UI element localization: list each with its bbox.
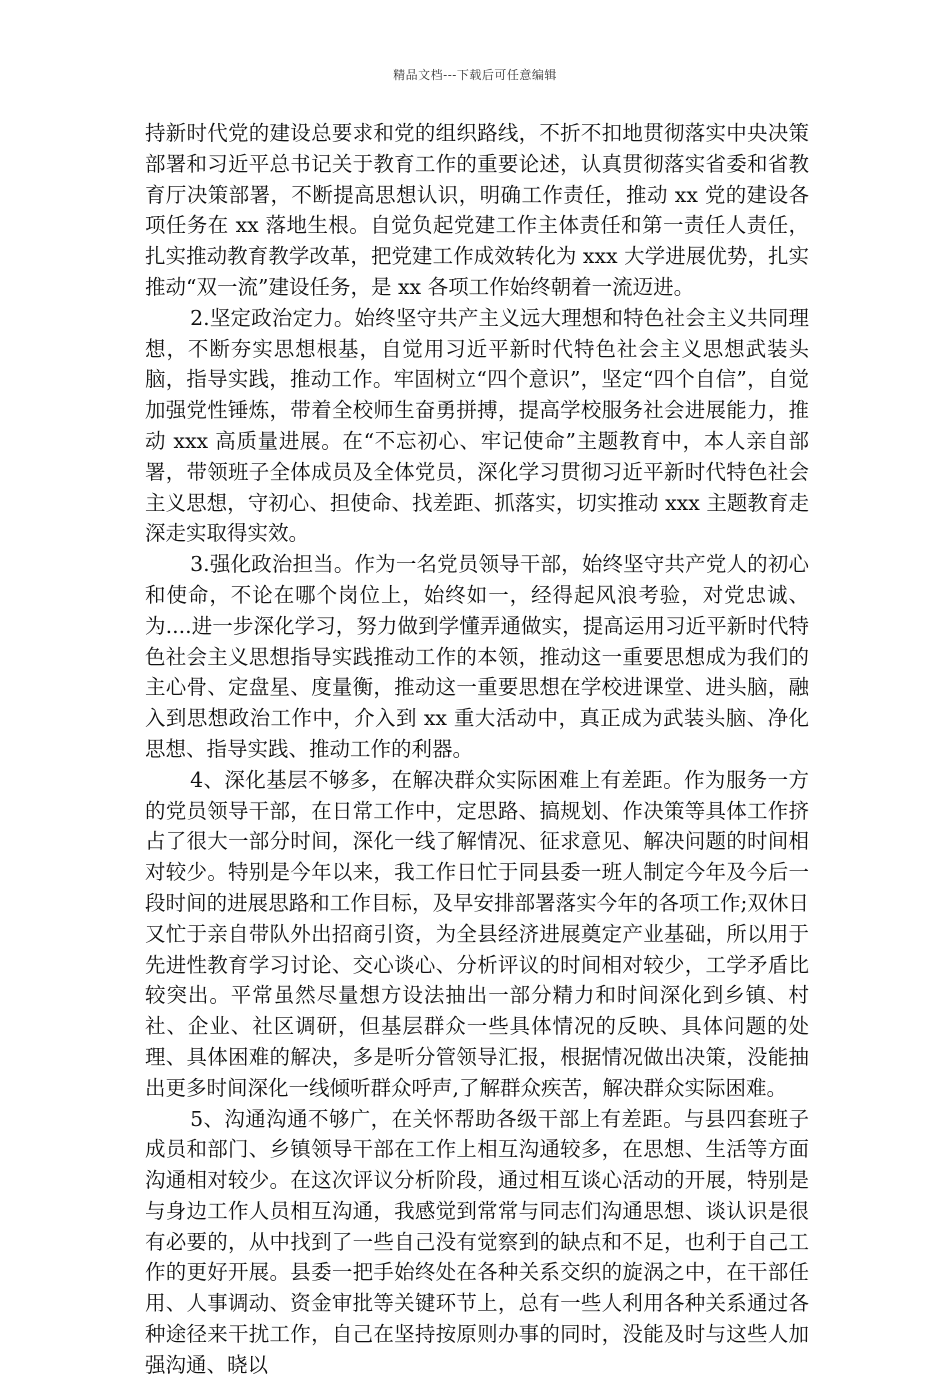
paragraph-3: 3.强化政治担当。作为一名党员领导干部，始终坚守共产党人的初心和使命，不论在哪个岗位上，始终如一，经得起风浪考验，对党忠诚、为....进一步深化学习，努力做到学懂弄通做实，提高运用习近平新时代特色社会主义思想指导实践推动工作的本领，推动这一重要思想成为我们的主心骨、定盘星、度量衡，推动这一重要思想在学校进课堂、进头脑，融入到思想政治工作中，介入到 xx 重大活动中，真正成为武装头脑、净化思想、指导实践、推动工作的利器。 (145, 552, 809, 761)
paragraph-4: 4、深化基层不够多，在解决群众实际困难上有差距。作为服务一方的党员领导干部，在日常工作中，定思路、搞规划、作决策等具体工作挤占了很大一部分时间，深化一线了解情况、征求意见、解决问题的时间相对较少。特别是今年以来，我工作日忙于同县委一班人制定今年及今后一段时间的进展思路和工作目标，及早安排部署落实今年的各项工作;双休日又忙于亲自带队外出招商引资，为全县经济进展奠定产业基础，所以用于先进性教育学习讨论、交心谈心、分析评议的时间相对较少，工学矛盾比较突出。平常虽然尽量想方设法抽出一部分精力和时间深化到乡镇、村社、企业、社区调研，但基层群众一些具体情况的反映、具体问题的处理、具体困难的解决，多是听分管领导汇报，根据情况做出决策，没能抽出更多时间深化一线倾听群众呼声,了解群众疾苦，解决群众实际困难。 (145, 767, 809, 1100)
page-header: 精品文档---下载后可任意编辑 (393, 68, 557, 82)
document-body (145, 118, 809, 1381)
paragraph-2: 2.坚定政治定力。始终坚守共产主义远大理想和特色社会主义共同理想，不断夯实思想根基，自觉用习近平新时代特色社会主义思想武装头脑，指导实践，推动工作。牢固树立“四个意识”，坚定“四个自信”，自觉加强党性锤炼，带着全校师生奋勇拼搏，提高学校服务社会进展能力，推动 xxx 高质量进展。在“不忘初心、牢记使命”主题教育中，本人亲自部署，带领班子全体成员及全体党员，深化学习贯彻习近平新时代特色社会主义思想，守初心、担使命、找差距、抓落实，切实推动 xxx 主题教育走深走实取得实效。 (145, 305, 809, 546)
paragraph-5: 5、沟通沟通不够广，在关怀帮助各级干部上有差距。与县四套班子成员和部门、乡镇领导干部在工作上相互沟通较多，在思想、生活等方面沟通相对较少。在这次评议分析阶段，通过相互谈心活动的开展，特别是与身边工作人员相互沟通，我感觉到常常与同志们沟通思想、谈认识是很有必要的，从中找到了一些自己没有觉察到的缺点和不足，也利于自己工作的更好开展。县委一把手始终处在各种关系交织的旋涡之中，在干部任用、人事调动、资金审批等关键环节上，总有一些人利用各种关系通过各种途径来干扰工作，自己在坚持按原则办事的同时，没能及时与这些人加强沟通、晓以 (145, 1106, 809, 1377)
paragraph-continuation: 持新时代党的建设总要求和党的组织路线，不折不扣地贯彻落实中央决策部署和习近平总书记关于教育工作的重要论述，认真贯彻落实省委和省教育厅决策部署，不断提高思想认识，明确工作责任，推动 xx 党的建设各项任务在 xx 落地生根。自觉负起党建工作主体责任和第一责任人责任，扎实推动教育教学改革，把党建工作成效转化为 xxx 大学进展优势，扎实推动“双一流”建设任务，是 xx 各项工作始终朝着一流迈进。 (145, 121, 809, 299)
